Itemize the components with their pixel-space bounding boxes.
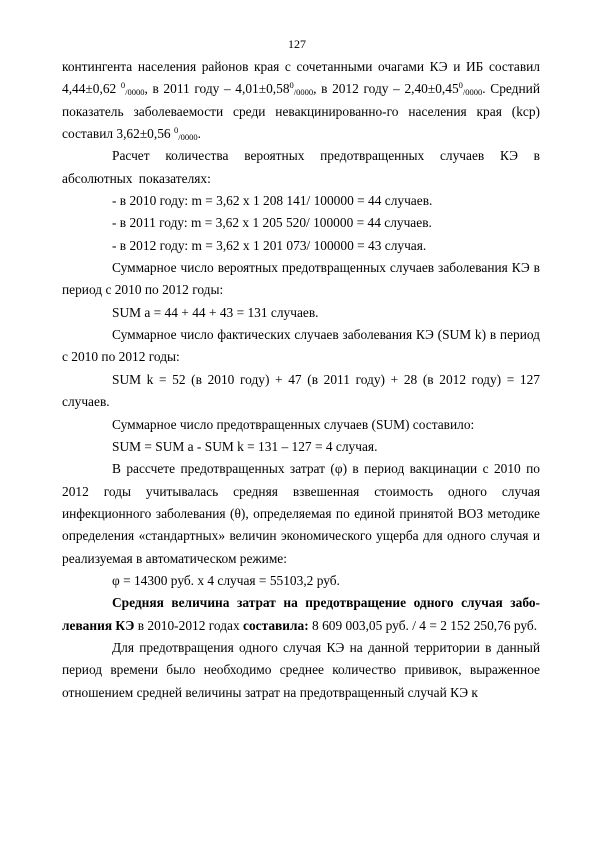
- formula-2010: - в 2010 году: m = 3,62 х 1 208 141/ 100000 = 44 случаев.: [112, 193, 433, 209]
- formula-sum-a: SUM а = 44 + 44 + 43 = 131 случаев.: [112, 304, 319, 320]
- bold-text: составила:: [243, 617, 309, 633]
- text-run: , в 2012 году – 2,40±0,45: [313, 81, 459, 97]
- text-run: .: [197, 126, 201, 142]
- formula-sum-k: SUM k = 52 (в 2010 году) + 47 (в 2011 году) + 28 (в 2012 году) = 127 случаев.: [62, 371, 540, 410]
- page-number: 127: [288, 37, 306, 51]
- paragraph-costs: В рассчете предотвращенных затрат (φ) в период вакцинации с 2010 по 2012 годы учитывалась средняя взвешенная стоимость одного случая инфекционного заболевания (θ), определяемая по единой принятой ВОЗ методике определения «стандартных» величин экономического ущерба для одного случая и реализуемая в автоматическом режиме:: [62, 461, 540, 566]
- paragraph-incidence: [62, 56, 540, 145]
- paragraph-sum-probable: Суммарное число вероятных предотвращенных случаев заболевания КЭ в период с 2010 по 2012 годы:: [62, 260, 540, 298]
- superscript: 0: [120, 80, 126, 91]
- text-run: контингента населения районов края с сочетанными очагами КЭ и ИБ составил 4,44±0,62: [62, 59, 540, 97]
- paragraph-vaccinations: Для предотвращения одного случая КЭ на данной территории в данный период времени было необходимо среднее количество прививок, выраженное отношением средней величины затрат на предотвращенный случай КЭ к: [62, 639, 540, 700]
- subscript: /0000: [178, 132, 198, 143]
- text-run: в 2010-2012 годах: [134, 617, 244, 633]
- paragraph-sum-actual: Суммарное число фактических случаев заболевания КЭ (SUM k) в период с 2010 по 2012 годы:: [62, 327, 540, 365]
- formula-phi: φ = 14300 руб. х 4 случая = 55103,2 руб.: [112, 572, 340, 588]
- formula-2011: - в 2011 году: m = 3,62 х 1 205 520/ 100000 = 44 случаев.: [112, 215, 432, 231]
- paragraph-calc-intro: Расчет количества вероятных предотвращенных случаев КЭ в абсолютных показателях:: [62, 148, 540, 186]
- subscript: /0000: [125, 87, 145, 98]
- subscript: /0000: [462, 87, 483, 98]
- formula-2012: - в 2012 году: m = 3,62 х 1 201 073/ 100000 = 43 случая.: [112, 237, 427, 253]
- text-run: 8 609 003,05 руб. / 4 = 2 152 250,76 руб.: [308, 617, 538, 633]
- superscript: 0: [289, 80, 294, 91]
- subscript: /0000: [293, 87, 314, 98]
- formula-sum: SUM = SUM а - SUM k = 131 – 127 = 4 случая.: [112, 438, 378, 454]
- superscript: 0: [458, 80, 463, 91]
- paragraph-average-cost: [62, 592, 540, 637]
- text-run: , в 2011 году – 4,01±0,58: [144, 81, 290, 97]
- bold-text: Средняя величина затрат на предотвращение одного случая забо-левания КЭ: [62, 595, 540, 633]
- paragraph-sum-prevented: Суммарное число предотвращенных случаев (SUM) составило:: [112, 416, 475, 432]
- superscript: 0: [173, 125, 179, 136]
- text-run: . Средний показатель заболеваемости среди невакцинированно-го населения края (kср) составил 3,62±0,56: [62, 81, 540, 142]
- page-body: [62, 56, 540, 704]
